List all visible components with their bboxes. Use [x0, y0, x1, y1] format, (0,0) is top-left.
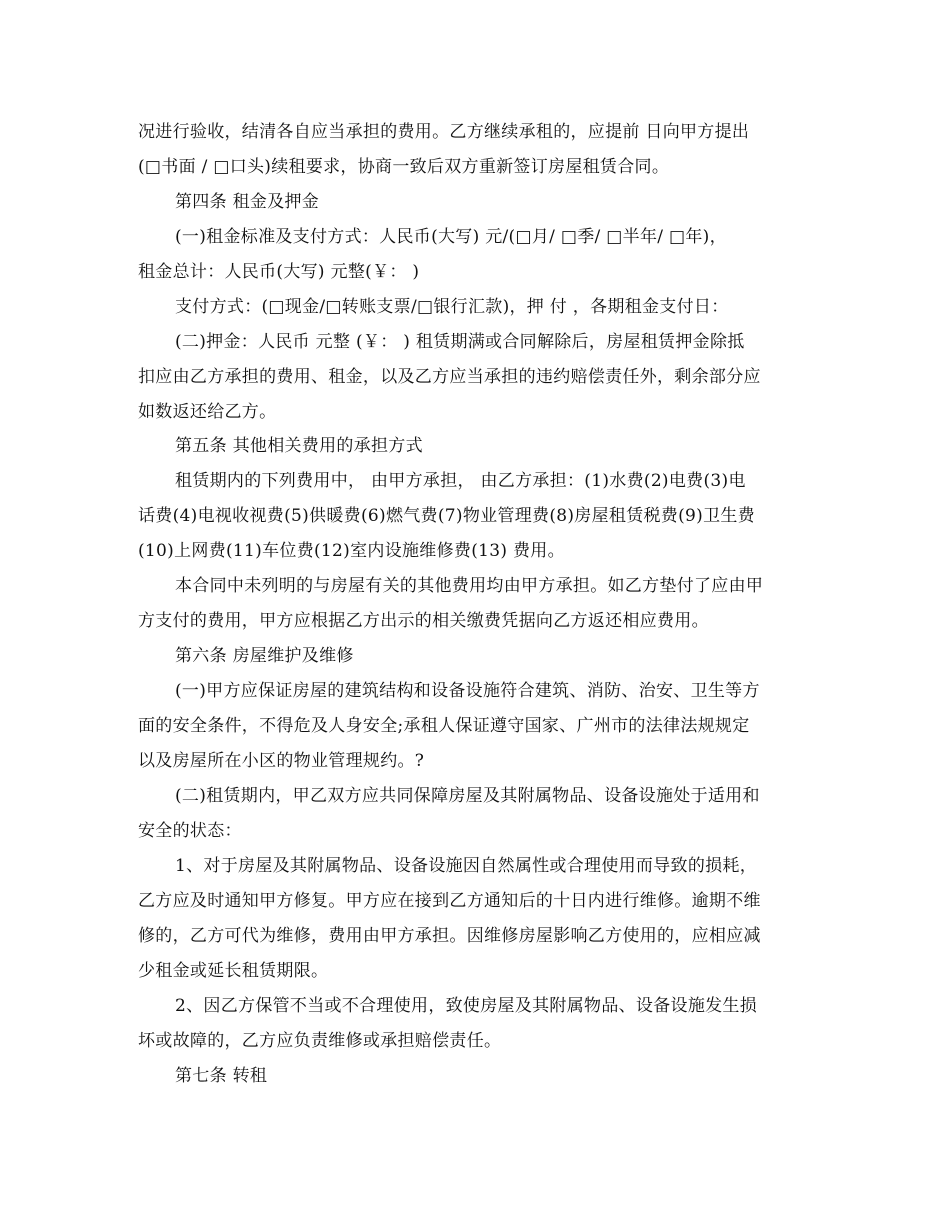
text-line: 本合同中未列明的与房屋有关的其他费用均由甲方承担。如乙方垫付了应由甲: [175, 576, 764, 596]
text-line: 修的，乙方可代为维修，费用由甲方承担。因维修房屋影响乙方使用的，应相应减: [138, 926, 761, 946]
text-line: (二)租赁期内，甲乙双方应共同保障房屋及其附属物品、设备设施处于适用和: [175, 786, 760, 806]
section-heading-4: 第四条 租金及押金: [175, 192, 320, 212]
text-line: 如数返还给乙方。: [138, 402, 277, 422]
text-line: 话费(4)电视收视费(5)供暖费(6)燃气费(7)物业管理费(8)房屋租赁税费(9)卫生费: [138, 506, 755, 526]
text-line: 租金总计：人民币(大写) 元整(￥： ): [138, 262, 420, 282]
text-line: (一)甲方应保证房屋的建筑结构和设备设施符合建筑、消防、治安、卫生等方: [175, 681, 760, 701]
section-heading-7: 第七条 转租: [175, 1066, 268, 1086]
text-line: 安全的状态：: [138, 821, 242, 841]
text-line: 支付方式：(□现金/□转账支票/□银行汇款)，押 付 ，各期租金支付日：: [175, 297, 729, 317]
text-line: 坏或故障的，乙方应负责维修或承担赔偿责任。: [138, 1031, 502, 1051]
text-line: 2、因乙方保管不当或不合理使用，致使房屋及其附属物品、设备设施发生损: [175, 996, 758, 1016]
text-line: 面的安全条件，不得危及人身安全;承租人保证遵守国家、广州市的法律法规规定: [138, 716, 750, 736]
text-line: 方支付的费用，甲方应根据乙方出示的相关缴费凭据向乙方返还相应费用。: [138, 611, 709, 631]
text-line: (一)租金标准及支付方式：人民币(大写) 元/(□月/ □季/ □半年/ □年)，: [175, 227, 727, 247]
text-line: (□书面 / □口头)续租要求，协商一致后双方重新签订房屋租赁合同。: [138, 157, 670, 177]
text-line: 扣应由乙方承担的费用、租金，以及乙方应当承担的违约赔偿责任外，剩余部分应: [138, 367, 761, 387]
text-line: 况进行验收，结清各自应当承担的费用。乙方继续承租的，应提前 日向甲方提出: [138, 122, 750, 142]
section-heading-6: 第六条 房屋维护及维修: [175, 646, 354, 666]
text-line: 1、对于房屋及其附属物品、设备设施因自然属性或合理使用而导致的损耗，: [175, 856, 758, 876]
text-line: 以及房屋所在小区的物业管理规约。?: [138, 751, 425, 771]
text-line: 乙方应及时通知甲方修复。甲方应在接到乙方通知后的十日内进行维修。逾期不维: [138, 891, 761, 911]
text-line: (二)押金：人民币 元整 (￥： ) 租赁期满或合同解除后，房屋租赁押金除抵: [175, 332, 745, 352]
section-heading-5: 第五条 其他相关费用的承担方式: [175, 436, 423, 456]
text-line: (10)上网费(11)车位费(12)室内设施维修费(13) 费用。: [138, 541, 565, 561]
text-line: 少租金或延长租赁期限。: [138, 961, 329, 981]
text-line: 租赁期内的下列费用中， 由甲方承担， 由乙方承担：(1)水费(2)电费(3)电: [175, 471, 746, 491]
